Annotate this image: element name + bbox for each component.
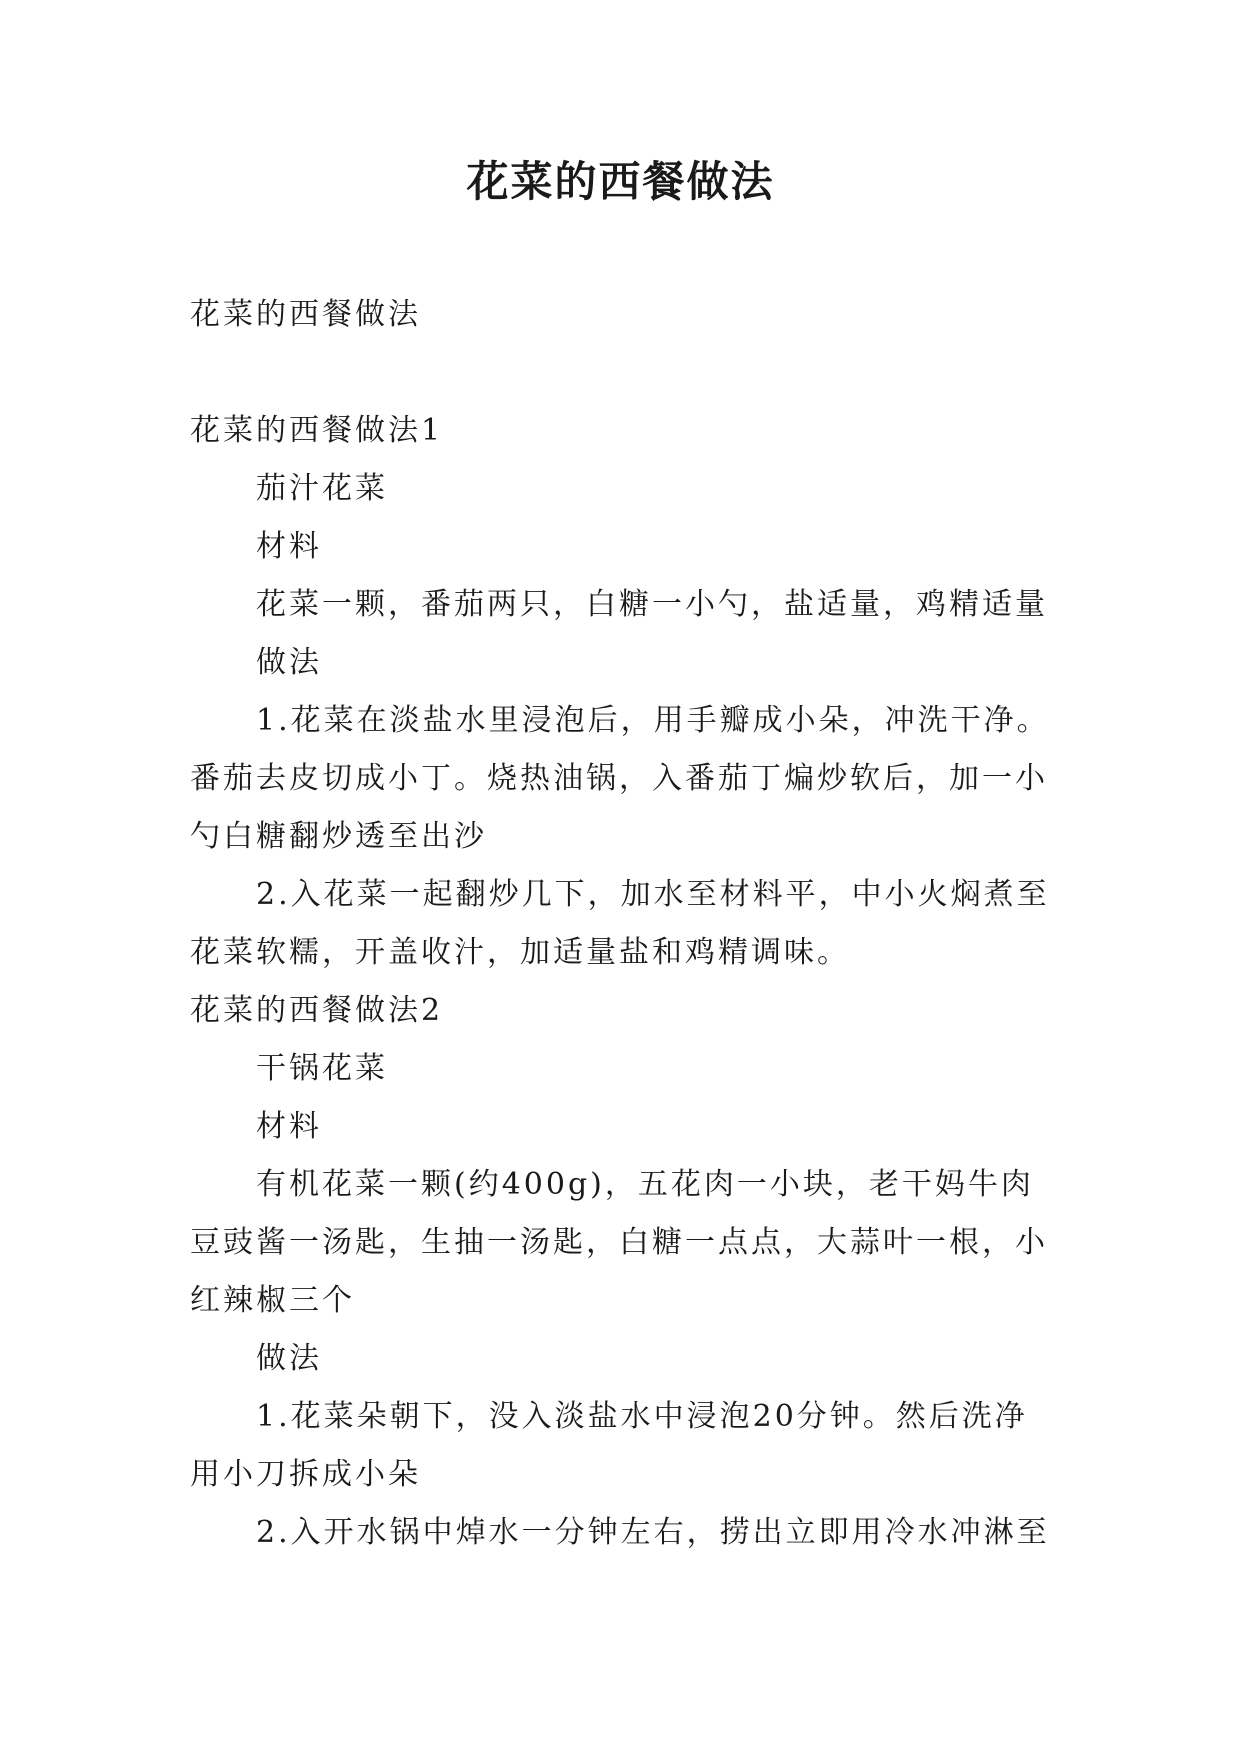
dish-name: 干锅花菜 [256, 1051, 388, 1086]
materials-label: 材料 [256, 1109, 322, 1144]
dish-name: 茄汁花菜 [256, 471, 388, 506]
materials-text: 花菜一颗，番茄两只，白糖一小勺，盐适量，鸡精适量 [256, 587, 1048, 622]
method-label: 做法 [256, 645, 322, 680]
intro-line: 花菜的西餐做法 [190, 297, 421, 332]
method-step: 2.入开水锅中焯水一分钟左右，捞出立即用冷水冲淋至 [256, 1515, 1050, 1550]
document-body [190, 286, 1052, 1562]
method-step: 1.花菜朵朝下，没入淡盐水中浸泡20分钟。然后洗净用小刀拆成小朵 [190, 1399, 1028, 1492]
method-step: 1.花菜在淡盐水里浸泡后，用手瓣成小朵，冲洗干净。番茄去皮切成小丁。烧热油锅，入番茄丁煸炒软后，加一小勺白糖翻炒透至出沙 [190, 703, 1050, 854]
section-heading: 花菜的西餐做法2 [190, 993, 444, 1028]
document-title: 花菜的西餐做法 [466, 157, 775, 206]
materials-text: 有机花菜一颗(约400g)，五花肉一小块，老干妈牛肉豆豉酱一汤匙，生抽一汤匙，白糖一点点，大蒜叶一根，小红辣椒三个 [190, 1167, 1048, 1318]
method-step: 2.入花菜一起翻炒几下，加水至材料平，中小火焖煮至花菜软糯，开盖收汁，加适量盐和鸡精调味。 [190, 877, 1050, 970]
spacer [190, 344, 1052, 402]
section-heading: 花菜的西餐做法1 [190, 413, 444, 448]
method-label: 做法 [256, 1341, 322, 1376]
materials-label: 材料 [256, 529, 322, 564]
